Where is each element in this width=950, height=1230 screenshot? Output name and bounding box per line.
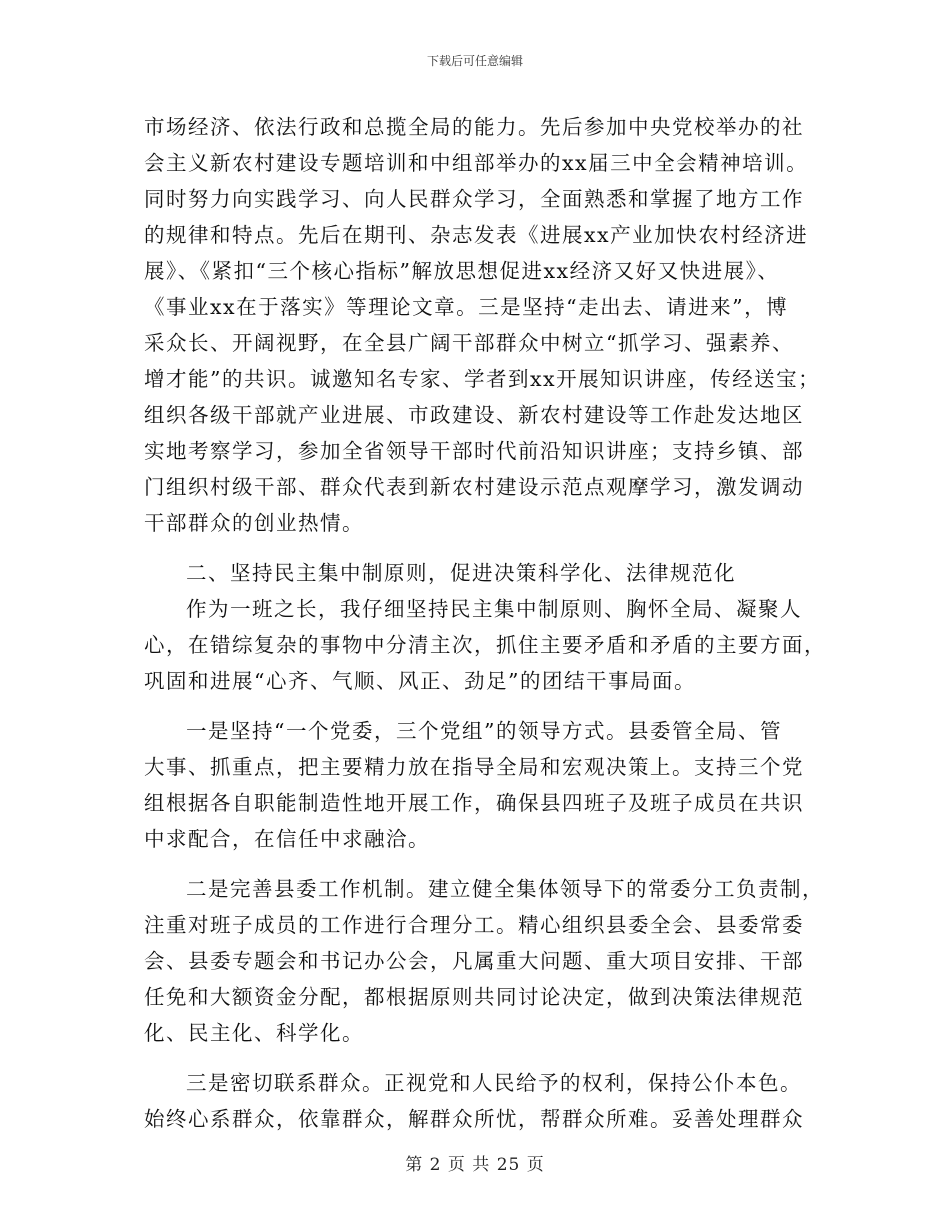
text-line: 任免和大额资金分配，都根据原则共同讨论决定，做到决策法律规范 bbox=[144, 985, 804, 1009]
text-line: 门组织村级干部、群众代表到新农村建设示范点观摩学习，激发调动 bbox=[144, 475, 804, 499]
text-line: 巩固和进展“心齐、气顺、风正、劲足”的团结干事局面。 bbox=[144, 669, 696, 693]
text-line: 化、民主化、科学化。 bbox=[144, 1021, 364, 1045]
text-line: 注重对班子成员的工作进行合理分工。精心组织县委全会、县委常委 bbox=[144, 913, 804, 937]
text-line: 会主义新农村建设专题培训和中组部举办的xx届三中全会精神培训。 bbox=[144, 151, 809, 175]
text-line: 同时努力向实践学习、向人民群众学习，全面熟悉和掌握了地方工作 bbox=[144, 187, 804, 211]
text-line: 大事、抓重点，把主要精力放在指导全局和宏观决策上。支持三个党 bbox=[144, 755, 804, 779]
text-line: 组根据各自职能制造性地开展工作，确保县四班子及班子成员在共识 bbox=[144, 791, 804, 815]
text-line: 二是完善县委工作机制。建立健全集体领导下的常委分工负责制， bbox=[186, 877, 824, 901]
text-line: 市场经济、依法行政和总揽全局的能力。先后参加中央党校举办的社 bbox=[144, 115, 804, 139]
text-line: 采众长、开阔视野，在全县广阔干部群众中树立“抓学习、强素养、 bbox=[144, 331, 794, 355]
text-line: 始终心系群众，依靠群众，解群众所忧，帮群众所难。妥善处理群众 bbox=[144, 1107, 804, 1131]
text-line: 实地考察学习，参加全省领导干部时代前沿知识讲座；支持乡镇、部 bbox=[144, 439, 804, 463]
text-line: 心，在错综复杂的事物中分清主次，抓住主要矛盾和矛盾的主要方面， bbox=[144, 633, 826, 657]
text-line: 的规律和特点。先后在期刊、杂志发表《进展xx产业加快农村经济进 bbox=[144, 223, 809, 247]
section-heading: 二、坚持民主集中制原则，促进决策科学化、法律规范化 bbox=[186, 561, 736, 585]
text-line: 增才能”的共识。诚邀知名专家、学者到xx开展知识讲座，传经送宝； bbox=[144, 367, 821, 391]
text-line: 作为一班之长，我仔细坚持民主集中制原则、胸怀全局、凝聚人 bbox=[186, 597, 802, 621]
text-line: 三是密切联系群众。正视党和人民给予的权利，保持公仆本色。 bbox=[186, 1071, 802, 1095]
text-line: 展》、《紧扣“三个核心指标”解放思想促进xx经济又好又快进展》、 bbox=[144, 259, 780, 283]
text-line: 中求配合，在信任中求融洽。 bbox=[144, 827, 430, 851]
page-number: 第 2 页 共 25 页 bbox=[405, 1155, 545, 1175]
text-line: 《事业xx在于落实》等理论文章。三是坚持“走出去、请进来”，博 bbox=[144, 295, 789, 319]
text-line: 组织各级干部就产业进展、市政建设、新农村建设等工作赴发达地区 bbox=[144, 403, 804, 427]
page-header: 下载后可任意编辑 bbox=[426, 54, 523, 68]
text-line: 干部群众的创业热情。 bbox=[144, 511, 364, 535]
text-line: 一是坚持“一个党委，三个党组”的领导方式。县委管全局、管 bbox=[186, 719, 782, 743]
text-line: 会、县委专题会和书记办公会，凡属重大问题、重大项目安排、干部 bbox=[144, 949, 804, 973]
